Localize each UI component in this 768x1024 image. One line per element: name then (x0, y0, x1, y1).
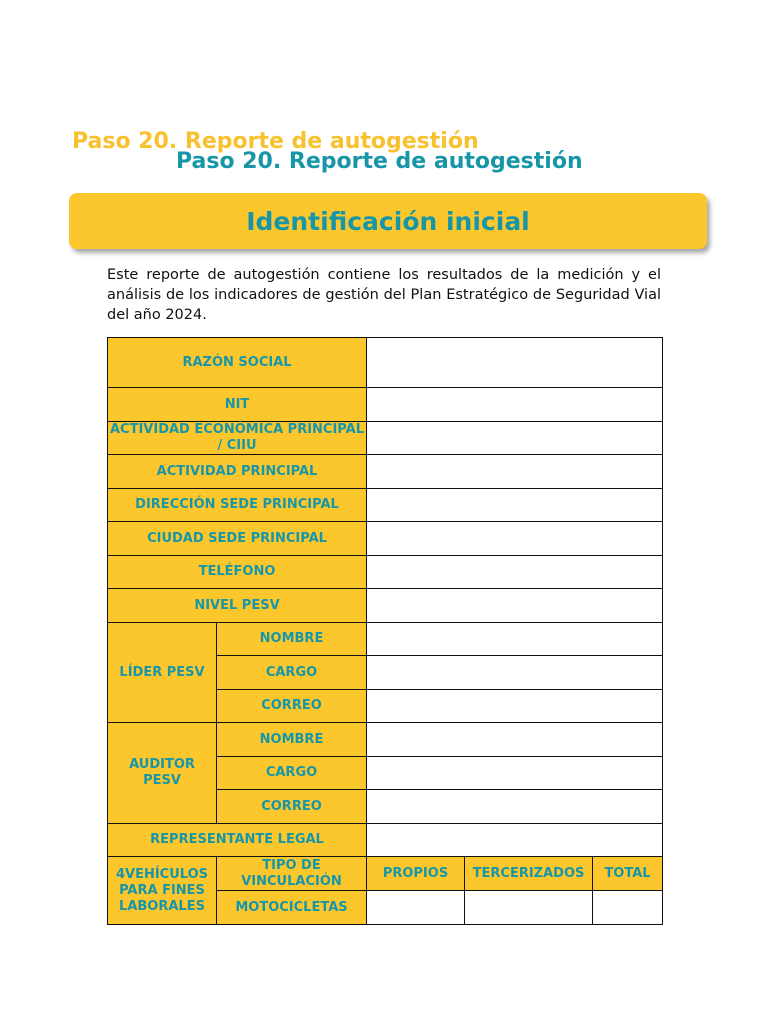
label-total: TOTAL (593, 857, 663, 891)
lider-correo-field[interactable] (367, 690, 663, 723)
motocicletas-tercerizados-field[interactable] (465, 891, 593, 925)
section-title: Identificación inicial (246, 206, 530, 236)
label-nivel: NIVEL PESV (108, 589, 367, 623)
page-title: Paso 20. Reporte de autogestión (176, 149, 583, 174)
label-lider: LÍDER PESV (108, 623, 217, 723)
auditor-correo-field[interactable] (367, 790, 663, 824)
label-actividad-economica: ACTIVIDAD ECONÓMICA PRINCIPAL / CIIU (108, 422, 367, 455)
label-direccion: DIRECCIÓN SEDE PRINCIPAL (108, 489, 367, 522)
intro-paragraph: Este reporte de autogestión contiene los resultados de la medición y el análisis de los indicadores de gestión del Plan Estratégico de Seguridad Vial del año 2024. (107, 267, 661, 323)
ciudad-field[interactable] (367, 522, 663, 556)
label-lider-nombre: NOMBRE (217, 623, 367, 656)
label-lider-cargo: CARGO (217, 656, 367, 690)
nivel-field[interactable] (367, 589, 663, 623)
page-title-shadow: Paso 20. Reporte de autogestión (72, 129, 479, 154)
auditor-cargo-field[interactable] (367, 757, 663, 790)
direccion-field[interactable] (367, 489, 663, 522)
actividad-principal-field[interactable] (367, 455, 663, 489)
lider-cargo-field[interactable] (367, 656, 663, 690)
motocicletas-total-field[interactable] (593, 891, 663, 925)
telefono-field[interactable] (367, 556, 663, 589)
label-auditor-nombre: NOMBRE (217, 723, 367, 757)
label-propios: PROPIOS (367, 857, 465, 891)
label-auditor-correo: CORREO (217, 790, 367, 824)
auditor-nombre-field[interactable] (367, 723, 663, 757)
section-banner (69, 193, 707, 249)
label-telefono: TELÉFONO (108, 556, 367, 589)
label-representante: REPRESENTANTE LEGAL (108, 824, 367, 857)
label-motocicletas: MOTOCICLETAS (217, 891, 367, 925)
label-ciudad: CIUDAD SEDE PRINCIPAL (108, 522, 367, 556)
razon-social-field[interactable] (367, 338, 663, 388)
motocicletas-propios-field[interactable] (367, 891, 465, 925)
label-tipo-vinculacion: TIPO DE VINCULACIÓN (217, 857, 367, 891)
label-vehiculos: 4VEHÍCULOS PARA FINES LABORALES (108, 857, 217, 925)
label-tercerizados: TERCERIZADOS (465, 857, 593, 891)
label-auditor-cargo: CARGO (217, 757, 367, 790)
nit-field[interactable] (367, 388, 663, 422)
label-nit: NIT (108, 388, 367, 422)
identification-form (107, 337, 663, 925)
label-auditor: AUDITOR PESV (108, 723, 217, 824)
label-lider-correo: CORREO (217, 690, 367, 723)
label-actividad-principal: ACTIVIDAD PRINCIPAL (108, 455, 367, 489)
lider-nombre-field[interactable] (367, 623, 663, 656)
label-razon-social: RAZÓN SOCIAL (108, 338, 367, 388)
actividad-economica-field[interactable] (367, 422, 663, 455)
representante-field[interactable] (367, 824, 663, 857)
